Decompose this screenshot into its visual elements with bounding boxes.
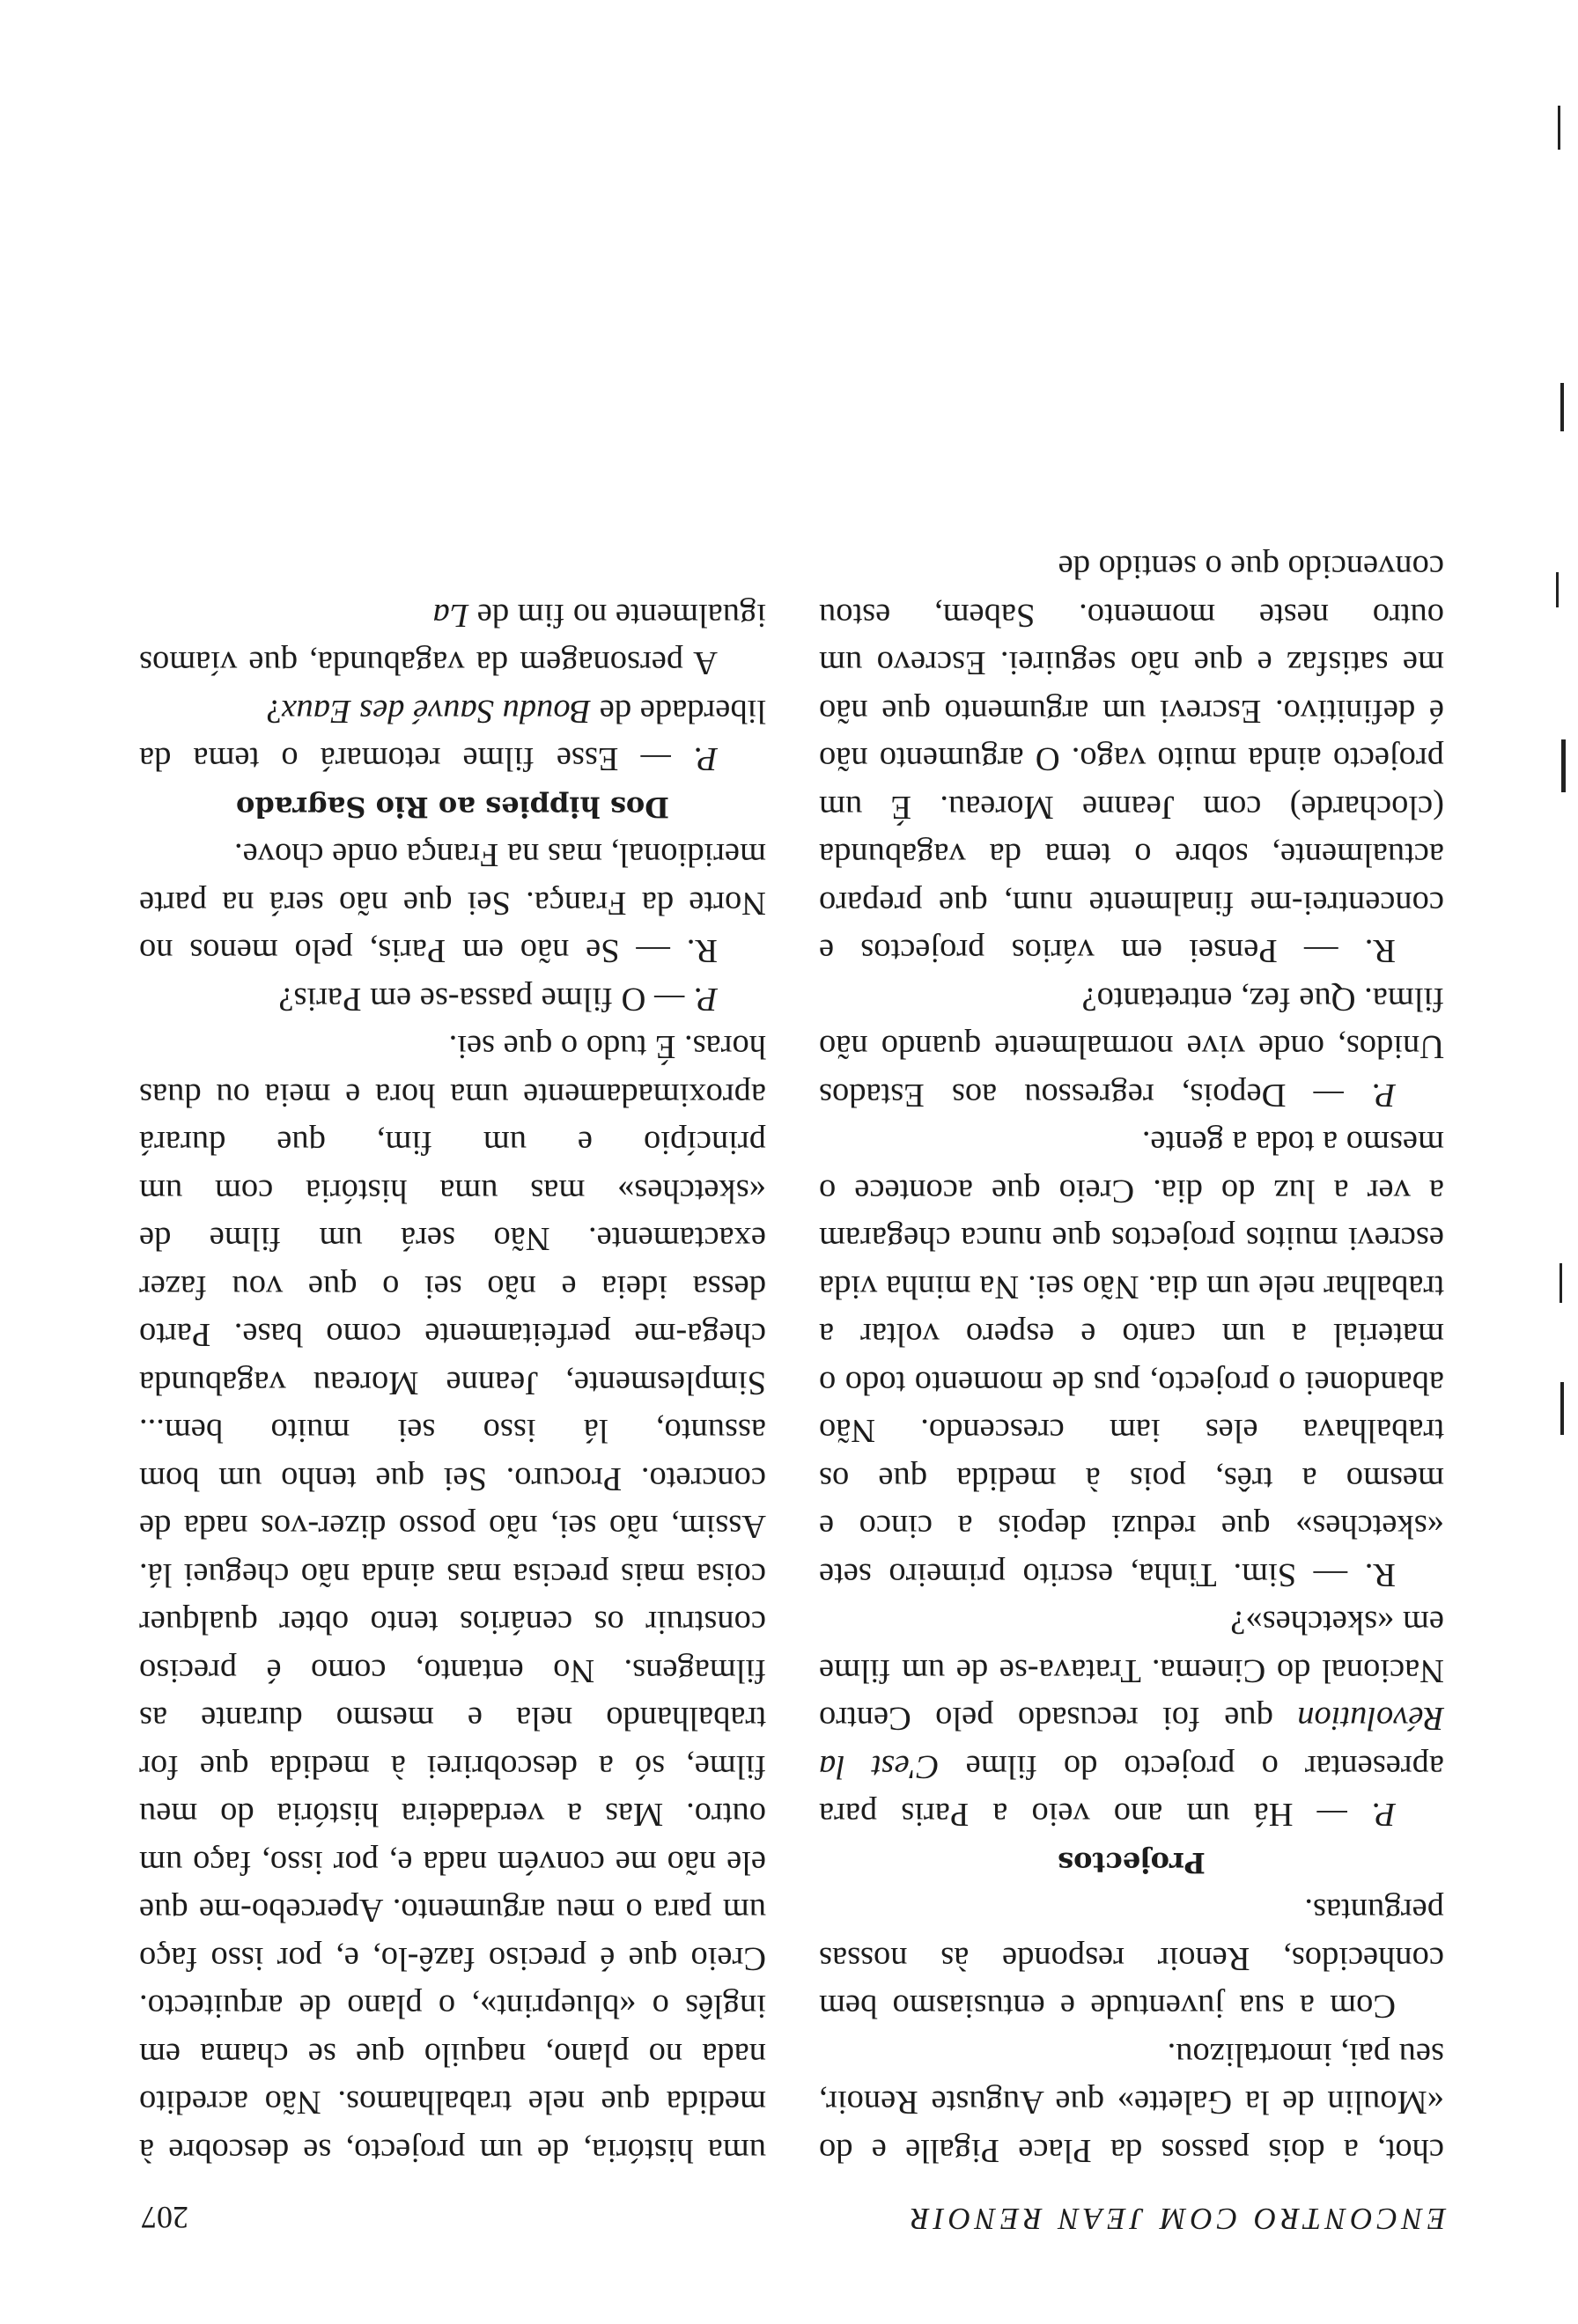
scan-speck xyxy=(1558,106,1560,150)
scan-speck xyxy=(1560,1382,1564,1435)
film-title: La xyxy=(432,597,469,634)
scan-speck xyxy=(1560,1263,1562,1303)
question-4 xyxy=(139,688,766,783)
scan-speck xyxy=(1556,572,1559,607)
question-label: P. — xyxy=(1313,1077,1396,1114)
question-text: Há um ano veio a Paris para apresentar o projecto do filme xyxy=(819,1748,1444,1834)
intro-paragraph: chot, a dois passos da Place Pigalle e do «Moulin de la Galette» que Auguste Renoir, seu pai, imortalizou. xyxy=(819,2036,1444,2169)
question-label: P. — xyxy=(640,740,718,778)
film-title: C'est la Révolution xyxy=(819,1700,1444,1785)
question-text: Esse filme retomará o tema da liberdade de xyxy=(139,693,766,778)
answer-4 xyxy=(139,592,766,688)
question-label: P. — xyxy=(653,981,718,1018)
question-1 xyxy=(819,1599,1444,1839)
answer-text: A personagem da vagabunda, que víamos igualmente no fim de xyxy=(139,597,766,682)
question-3 xyxy=(139,975,766,1024)
question-text: que foi recusado pelo Centro Nacional do Cinema. Tratava-se de um filme em «sketches»? xyxy=(819,1604,1444,1738)
left-column xyxy=(819,543,1444,2174)
answer-2: R. — Pensei em vários projectos e concentrei-me finalmente num, que preparo actualmente, sobre o tema da vagabunda (clocharde) com Jeanne Moreau. É um projecto ainda muito vago. O argumento não é definitivo. Escrevi um argumento que não me satisfaz e que não seguirei. Escrevo um outro neste momento. Sabem, estou convencido que o sentido de xyxy=(819,548,1444,970)
page-number: 207 xyxy=(141,2200,188,2235)
question-text: ? xyxy=(266,693,282,730)
film-title: Boudu Sauvé des Eaux xyxy=(281,693,592,730)
answer-3: R. — Se não em Paris, pelo menos no Norte da França. Sei que não será na parte meridional, mas na França onde chove. xyxy=(139,836,766,970)
question-2 xyxy=(819,975,1444,1120)
answer-1: R. — Sim. Tinha, escrito primeiro sete «sketches» que reduzi depois a cinco e mesmo a três, pois à medida que os trabalhava eles iam crescendo. Não abandonei o projecto, pus de momento todo o material a um canto e espero voltar a trabalhar nele um dia. Não sei. Na minha vida escrevi muitos projectos que nunca chegaram a ver a luz do dia. Creio que acontece o mesmo a toda a gente. xyxy=(819,1124,1444,1593)
intro-paragraph-2: Com a sua juventude e entusiasmo bem conhecidos, Renoir responde às nossas perguntas. xyxy=(819,1892,1444,2026)
question-text: O filme passa-se em Paris? xyxy=(278,981,654,1018)
scan-speck xyxy=(1560,383,1564,431)
right-column xyxy=(139,592,766,2175)
running-head: ENCONTRO COM JEAN RENOIR xyxy=(906,2202,1446,2236)
scan-speck xyxy=(1561,739,1566,792)
section-heading-projectos: Projectos xyxy=(1058,1846,1206,1879)
section-heading-hippies: Dos hippies ao Rio Sagrado xyxy=(235,791,670,824)
answer-2-continued: uma história, de um projecto, se descobre à medida que nele trabalhamos. Não acredito nada no plano, naquilo que se chama em inglês o «blueprint», o plano de arquitecto. Creio que é preciso fazê-lo, e, por isso faço um para o meu argumento. Apercebo-me que ele não me convém nada e, por isso, faço um outro. Mas a verdadeira história do meu filme, só a descobrirei à medida que for trabalhando nela e mesmo durante as filmagens. No entanto, como é preciso construir os cenários tento obter qualquer coisa mais precisa mas ainda não cheguei lá. Assim, não sei, não posso dizer-vos nada de concreto. Procuro. Sei que tenho um bom assunto, lá isso sei muito bem... Simplesmente, Jeanne Moreau vagabunda chega-me perfeitamente como base. Parto dessa ideia e não sei o que vou fazer exactamente. Não será um filme de «sketches» mas uma história com um princípio e um fim, que durará aproximadamente uma hora e meia ou duas horas. É tudo o que sei. xyxy=(139,1028,766,2169)
question-label: P. — xyxy=(1316,1796,1396,1834)
question-text: Depois, regressou aos Estados Unidos, onde vive normalmente quando não filma. Que fez, entretanto? xyxy=(819,981,1444,1114)
